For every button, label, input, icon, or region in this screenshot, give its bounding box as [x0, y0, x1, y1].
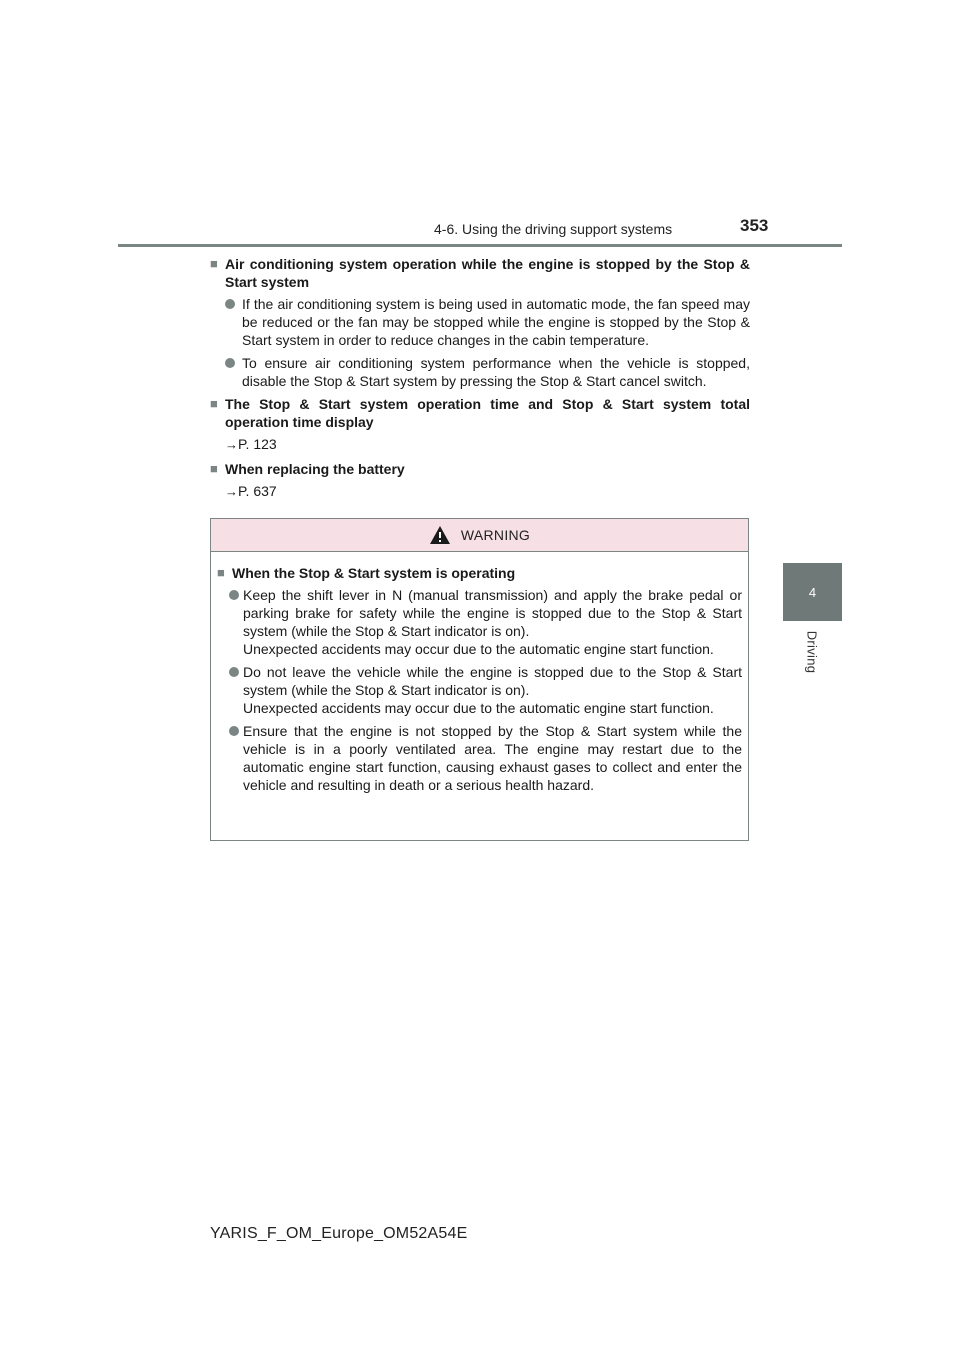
list-item — [217, 586, 742, 658]
square-bullet-icon: ■ — [217, 565, 225, 580]
bullet-text: If the air conditioning system is being used in automatic mode, the fan speed may be reduced or the fan may be stopped while the engine is stopped by the Stop & Start system in order to reduce changes in the cabin temperature. — [242, 296, 750, 348]
warning-section — [217, 564, 742, 582]
round-bullet-icon — [229, 590, 239, 600]
arrow-right-icon: → — [225, 484, 238, 499]
bullet-text: To ensure air conditioning system performance when the vehicle is stopped, disable the Stop & Start system by pressing the Stop & Start cancel switch. — [242, 355, 750, 389]
warning-heading: When the Stop & Start system is operating — [232, 565, 516, 581]
section-item — [210, 255, 750, 291]
round-bullet-icon — [229, 726, 239, 736]
chapter-number: 4 — [808, 584, 817, 600]
round-bullet-icon — [229, 667, 239, 677]
list-item — [210, 354, 750, 390]
page-reference[interactable] — [210, 435, 750, 454]
bullet-extra-text: Unexpected accidents may occur due to the automatic engine start function. — [243, 700, 714, 716]
page-reference-text: P. 637 — [238, 483, 277, 499]
warning-body — [211, 552, 748, 794]
page-reference-text: P. 123 — [238, 436, 277, 452]
section-heading: Air conditioning system operation while the engine is stopped by the Stop & Start system — [225, 256, 750, 290]
round-bullet-icon — [225, 299, 235, 309]
section-heading: The Stop & Start system operation time and Stop & Start system total operation time display — [225, 396, 750, 430]
section-heading: When replacing the battery — [225, 461, 405, 477]
arrow-right-icon: → — [225, 437, 238, 452]
list-item — [217, 663, 742, 717]
list-item — [210, 295, 750, 349]
document-code: YARIS_F_OM_Europe_OM52A54E — [210, 1225, 468, 1242]
page-reference[interactable] — [210, 482, 750, 501]
warning-header — [211, 519, 748, 552]
section-title: 4-6. Using the driving support systems — [434, 221, 673, 237]
chapter-name: Driving — [804, 630, 820, 674]
square-bullet-icon: ■ — [210, 256, 218, 271]
bullet-text: Do not leave the vehicle while the engine is stopped due to the Stop & Start system (while the Stop & Start indicator is on). — [243, 664, 742, 698]
main-content — [210, 255, 750, 507]
bullet-extra-text: Unexpected accidents may occur due to the automatic engine start function. — [243, 641, 714, 657]
header-divider — [118, 244, 842, 247]
warning-label: WARNING — [460, 527, 531, 543]
round-bullet-icon — [225, 358, 235, 368]
bullet-text: Keep the shift lever in N (manual transmission) and apply the brake pedal or parking brake for safety while the engine is stopped due to the Stop & Start system (while the Stop & Start indicator is on). — [243, 587, 742, 639]
square-bullet-icon: ■ — [210, 396, 218, 411]
chapter-tab — [783, 563, 842, 621]
list-item — [217, 722, 742, 794]
section-item — [210, 395, 750, 431]
bullet-text: Ensure that the engine is not stopped by the Stop & Start system while the vehicle is in a poorly ventilated area. The engine may restart due to the automatic engine start function, causing exhaust gases to collect and enter the vehicle and resulting in death or a serious health hazard. — [243, 723, 742, 793]
section-item — [210, 460, 750, 478]
warning-triangle-icon — [429, 525, 451, 545]
page-number: 353 — [740, 216, 769, 235]
warning-box — [210, 518, 749, 841]
square-bullet-icon: ■ — [210, 461, 218, 476]
